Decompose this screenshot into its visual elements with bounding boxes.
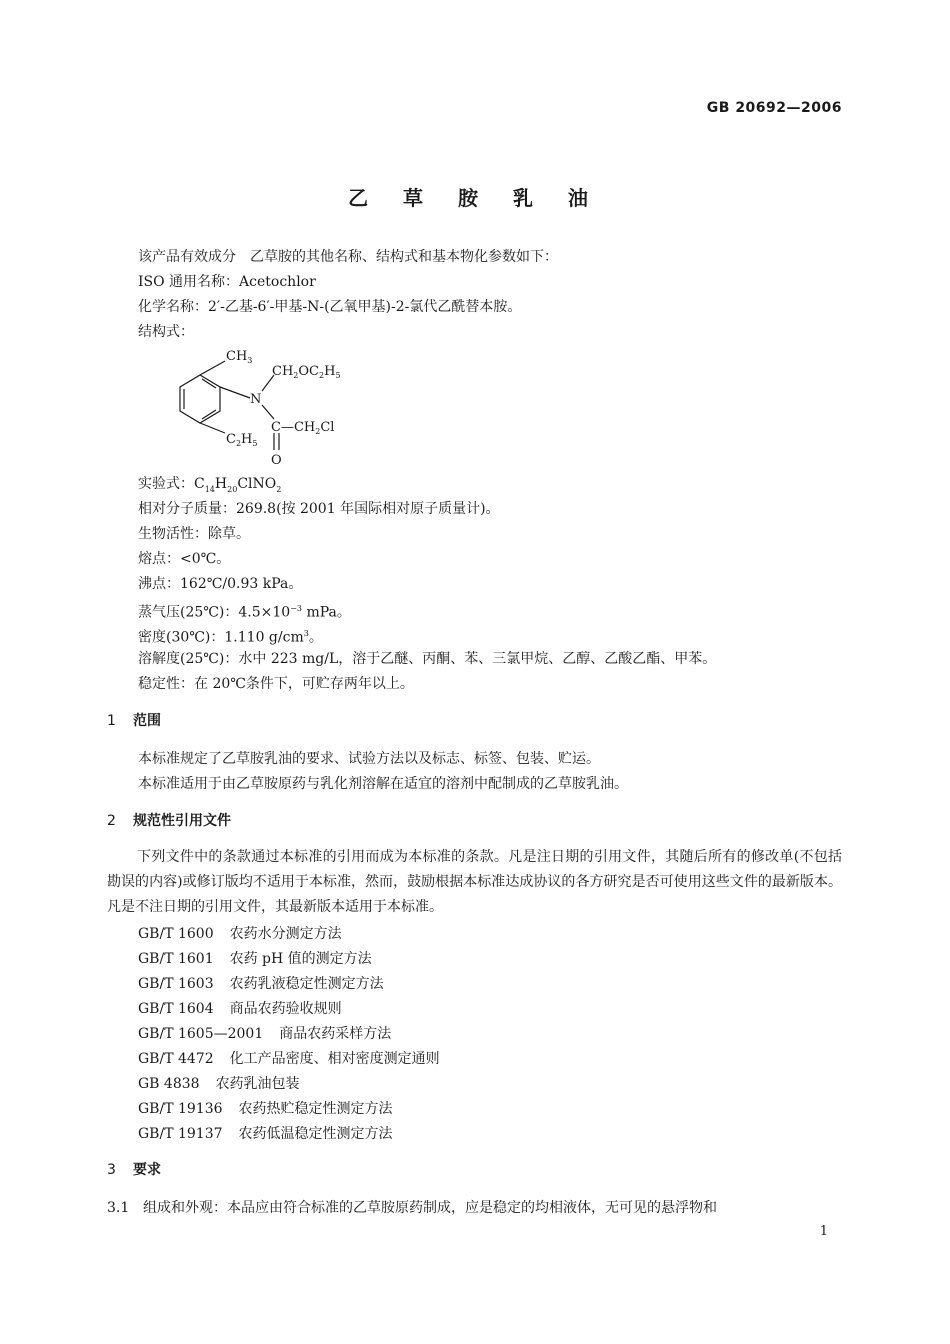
intro-structure-label: 结构式： (138, 324, 194, 340)
ch3-label: $CH_3$ (226, 349, 253, 365)
intro-chemical-name: 化学名称：2′-乙基-6′-甲基-N-(乙氧甲基)-2-氯代乙酰替本胺。 (138, 299, 522, 315)
molecular-weight: 相对分子质量：269.8(按 2001 年国际相对原子质量计)。 (138, 501, 500, 517)
carbonyl-ch2cl-label: $C—CH_2Cl$ (271, 420, 335, 436)
reference-item (138, 1074, 300, 1094)
reference-code: GB/T 1603 (138, 976, 214, 992)
section-2-paragraph: 下列文件中的条款通过本标准的引用而成为本标准的条款。凡是注日期的引用文件，其随后所有的修改单(不包括勘误的内容)或修订版均不适用于本标准，然而，鼓励根据本标准达成协议的各方研究是否可使用这些文件的最新版本。凡是不注日期的引用文件，其最新版本适用于本标准。 (107, 849, 842, 915)
reference-item (138, 949, 372, 969)
reference-title: 农药低温稳定性测定方法 (238, 1126, 393, 1142)
section-3-1-text: 3.1 组成和外观：本品应由符合标准的乙草胺原药制成，应是稳定的均相液体，无可见的悬浮物和 (107, 1200, 717, 1216)
c2h5-label: $C_2H_5$ (226, 432, 258, 448)
stability: 稳定性：在 20℃条件下，可贮存两年以上。 (138, 676, 414, 692)
page-number: 1 (819, 1224, 828, 1239)
reference-code: GB 4838 (138, 1076, 200, 1092)
formula-line: 实验式：$C_{14}H_{20}ClNO_2$ (138, 476, 282, 494)
boiling-point: 沸点：162℃/0.93 kPa。 (138, 576, 303, 592)
section-3-heading: 3 要求 (107, 1162, 161, 1178)
reference-title: 农药乳液稳定性测定方法 (229, 976, 384, 992)
formula-part: C (194, 476, 205, 492)
reference-item (138, 1024, 391, 1044)
reference-code: GB/T 1600 (138, 926, 214, 942)
formula-part: H (214, 476, 228, 492)
reference-title: 化工产品密度、相对密度测定通则 (229, 1051, 440, 1067)
vapor-pressure: 蒸气压(25℃)：$4.5\times 10^{-3}$ mPa。 (138, 604, 351, 621)
formula-part: ClNO (237, 476, 277, 492)
reference-item (138, 1099, 393, 1119)
section-2-heading: 2 规范性引用文件 (107, 813, 231, 829)
solubility: 溶解度(25℃)：水中 223 mg/L，溶于乙醚、丙酮、苯、三氯甲烷、乙醇、乙酸乙酯、甲苯。 (138, 651, 717, 667)
melting-point: 熔点：<0℃。 (138, 551, 231, 567)
document-title: 乙 草 胺 乳 油 (348, 186, 602, 210)
density: 密度(30℃)：1.110 $g/cm^3$。 (138, 629, 323, 646)
formula-part: 20 (227, 484, 238, 494)
reference-title: 农药热贮稳定性测定方法 (238, 1101, 393, 1117)
reference-code: GB/T 1605—2001 (138, 1026, 264, 1042)
reference-title: 商品农药采样方法 (279, 1026, 392, 1042)
section-1-para-1: 本标准规定了乙草胺乳油的要求、试验方法以及标志、标签、包装、贮运。 (138, 751, 600, 767)
section-1-para-2: 本标准适用于由乙草胺原药与乳化剂溶解在适宜的溶剂中配制成的乙草胺乳油。 (138, 776, 628, 792)
intro-line-1: 该产品有效成分 乙草胺的其他名称、结构式和基本物化参数如下： (138, 249, 558, 265)
formula-part: 14 (204, 484, 215, 494)
reference-title: 农药乳油包装 (215, 1076, 300, 1092)
bio-activity: 生物活性：除草。 (138, 526, 250, 542)
reference-code: GB/T 1604 (138, 1001, 214, 1017)
oxygen-label: O (271, 453, 282, 468)
reference-item (138, 974, 384, 994)
nitrogen-label: N (250, 392, 262, 407)
reference-code: GB/T 19136 (138, 1101, 223, 1117)
reference-item (138, 1049, 440, 1069)
reference-title: 农药 pH 值的测定方法 (229, 951, 372, 967)
reference-code: GB/T 19137 (138, 1126, 223, 1142)
structural-formula (170, 345, 370, 470)
ch2oc2h5-label: $CH_2OC_2H_5$ (272, 364, 341, 380)
reference-code: GB/T 1601 (138, 951, 214, 967)
section-1-heading: 1 范围 (107, 713, 161, 729)
reference-item (138, 1124, 393, 1144)
reference-item (138, 999, 342, 1019)
reference-title: 农药水分测定方法 (229, 926, 342, 942)
intro-iso-name: ISO 通用名称：Acetochlor (138, 274, 316, 290)
reference-item (138, 924, 342, 944)
reference-title: 商品农药验收规则 (229, 1001, 342, 1017)
formula-part: 2 (276, 484, 282, 494)
standard-number: GB 20692—2006 (706, 100, 842, 116)
reference-code: GB/T 4472 (138, 1051, 214, 1067)
